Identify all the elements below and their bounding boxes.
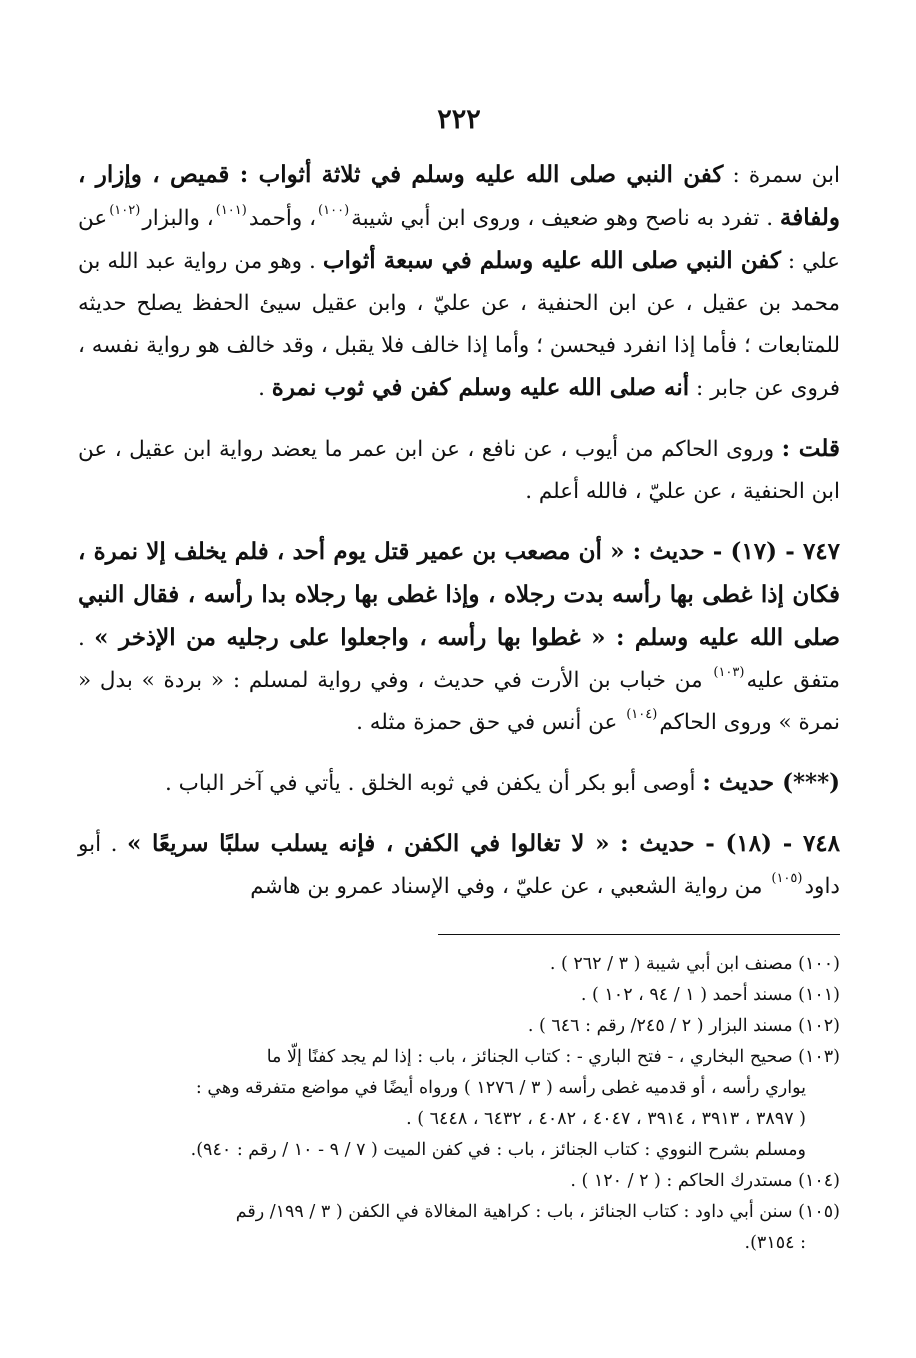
paragraph-1 [78,154,840,410]
footnote-divider [438,934,840,935]
p5-text-b: . أبو داود [78,832,840,899]
footnote-ref-100: (١٠٠) [318,203,350,218]
p1-text-f: عن علي : [78,206,841,274]
p3-bold-hadith-747: ٧٤٧ - (١٧) - حديث : « أن مصعب بن عمير قتل يوم أحد ، فلم يخلف إلا نمرة ، فكان إذا غطى بها رأسه بدت رجلاه ، وإذا غطى بها رجلاه بدا رأسه ، فقال النبي صلى الله عليه وسلم : « غطوا بها رأسه ، واجعلوا على رجليه من الإذخر » [78,538,840,651]
footnote-ref-105: (١٠٥) [771,871,803,886]
footnote-100: (١٠٠) مصنف ابن أبي شيبة ( ٣ / ٢٦٢ ) . [549,954,840,974]
p2-label-qultu: قلت : [781,435,840,462]
footnote-ref-102: (١٠٢) [109,203,141,218]
footnote-ref-101: (١٠١) [215,203,247,218]
p5-bold-hadith-748: ٧٤٨ - (١٨) - حديث : « لا تغالوا في الكفن ، فإنه يسلب سلبًا سريعًا » [126,830,840,857]
footnote-ref-103: (١٠٣) [713,665,745,680]
footnote-102: (١٠٢) مسند البزار ( ٢ / ٢٤٥/ رقم : ٦٤٦ ) . [527,1016,840,1036]
p1-text-e: ، والبزار [142,206,214,231]
footnote-103-continuation-2: ( ٣٨٩٧ ، ٣٩١٣ ، ٣٩١٤ ، ٤٠٤٧ ، ٤٠٨٢ ، ٦٤٣٢ ، ٦٤٤٨ ) . [406,1109,806,1129]
footnote-103-continuation-3: ومسلم بشرح النووي : كتاب الجنائز ، باب : في كفن الميت ( ٧ / ٩ - ١٠ / رقم : ٩٤٠). [190,1140,806,1160]
p1-bold-hadith-c: أنه صلى الله عليه وسلم كفن في ثوب نمرة [271,374,690,401]
footnote-103-continuation-1: يواري رأسه ، أو قدميه غطى رأسه ( ٣ / ١٢٧٦ ) ورواه أيضًا في مواضع متفرقه وهي : [195,1078,806,1098]
p1-text-a: ابن سمرة : [723,163,840,188]
footnote-104: (١٠٤) مستدرك الحاكم : ( ٢ / ١٢٠ ) . [570,1171,840,1191]
p1-text-h: . وهو من رواية عبد الله بن محمد بن عقيل ، عن ابن الحنفية ، عن عليّ ، وابن عقيل سيئ الحفظ يصلح حديثه للمتابعات ؛ فأما إذا انفرد فيحسن ؛ وأما إذا خالف فلا يقبل ، وقد خالف هو رواية نفسه ، فروى عن جابر : [78,249,840,401]
footnote-105: (١٠٥) سنن أبي داود : كتاب الجنائز ، باب : كراهية المغالاة في الكفن ( ٣ / ١٩٩/ رقم [235,1202,840,1222]
p1-text-c: . تفرد به ناصح وهو ضعيف ، وروى ابن أبي شيبة [351,206,774,231]
p4-label-hadith: (***) حديث : [702,769,840,796]
p3-text-d: عن أنس في حق حمزة مثله . [356,710,625,735]
paragraph-2 [78,428,840,513]
p1-text-j: . [258,376,272,401]
p1-bold-hadith-a: كفن النبي صلى الله عليه وسلم في ثلاثة أثواب : قميص ، وإزار ، ولفافة [78,161,840,231]
paragraph-5 [78,823,840,908]
p1-bold-hadith-b: كفن النبي صلى الله عليه وسلم في سبعة أثواب [322,247,781,274]
footnote-105-continuation: : ٣١٥٤). [744,1233,806,1253]
footnote-101: (١٠١) مسند أحمد ( ١ / ٩٤ ، ١٠٢ ) . [580,985,840,1005]
p2-text: وروى الحاكم من أيوب ، عن نافع ، عن ابن عمر ما يعضد رواية ابن عقيل ، عن ابن الحنفية ، عن عليّ ، فالله أعلم . [78,437,840,504]
p3-text-b: . متفق عليه [78,626,841,693]
footnote-103: (١٠٣) صحيح البخاري ، - فتح الباري - : كتاب الجنائز ، باب : إذا لم يجد كفنًا إلّا ما [266,1047,840,1067]
footnotes [78,949,840,1259]
main-text [78,154,840,908]
paragraph-4 [78,762,840,805]
paragraph-3 [78,531,840,744]
p4-text: أوصى أبو بكر أن يكفن في ثوبه الخلق . يأتي في آخر الباب . [165,771,703,796]
footnote-ref-104: (١٠٤) [626,707,658,722]
p3-text-c: من خباب بن الأرت في حديث ، وفي رواية لمسلم : « بردة » بدل « نمرة » وروى الحاكم [78,668,840,735]
p1-text-d: ، وأحمد [248,206,317,231]
p5-text-c: من رواية الشعبي ، عن عليّ ، وفي الإسناد عمرو بن هاشم [250,874,770,899]
page-number: ٢٢٢ [437,104,481,135]
